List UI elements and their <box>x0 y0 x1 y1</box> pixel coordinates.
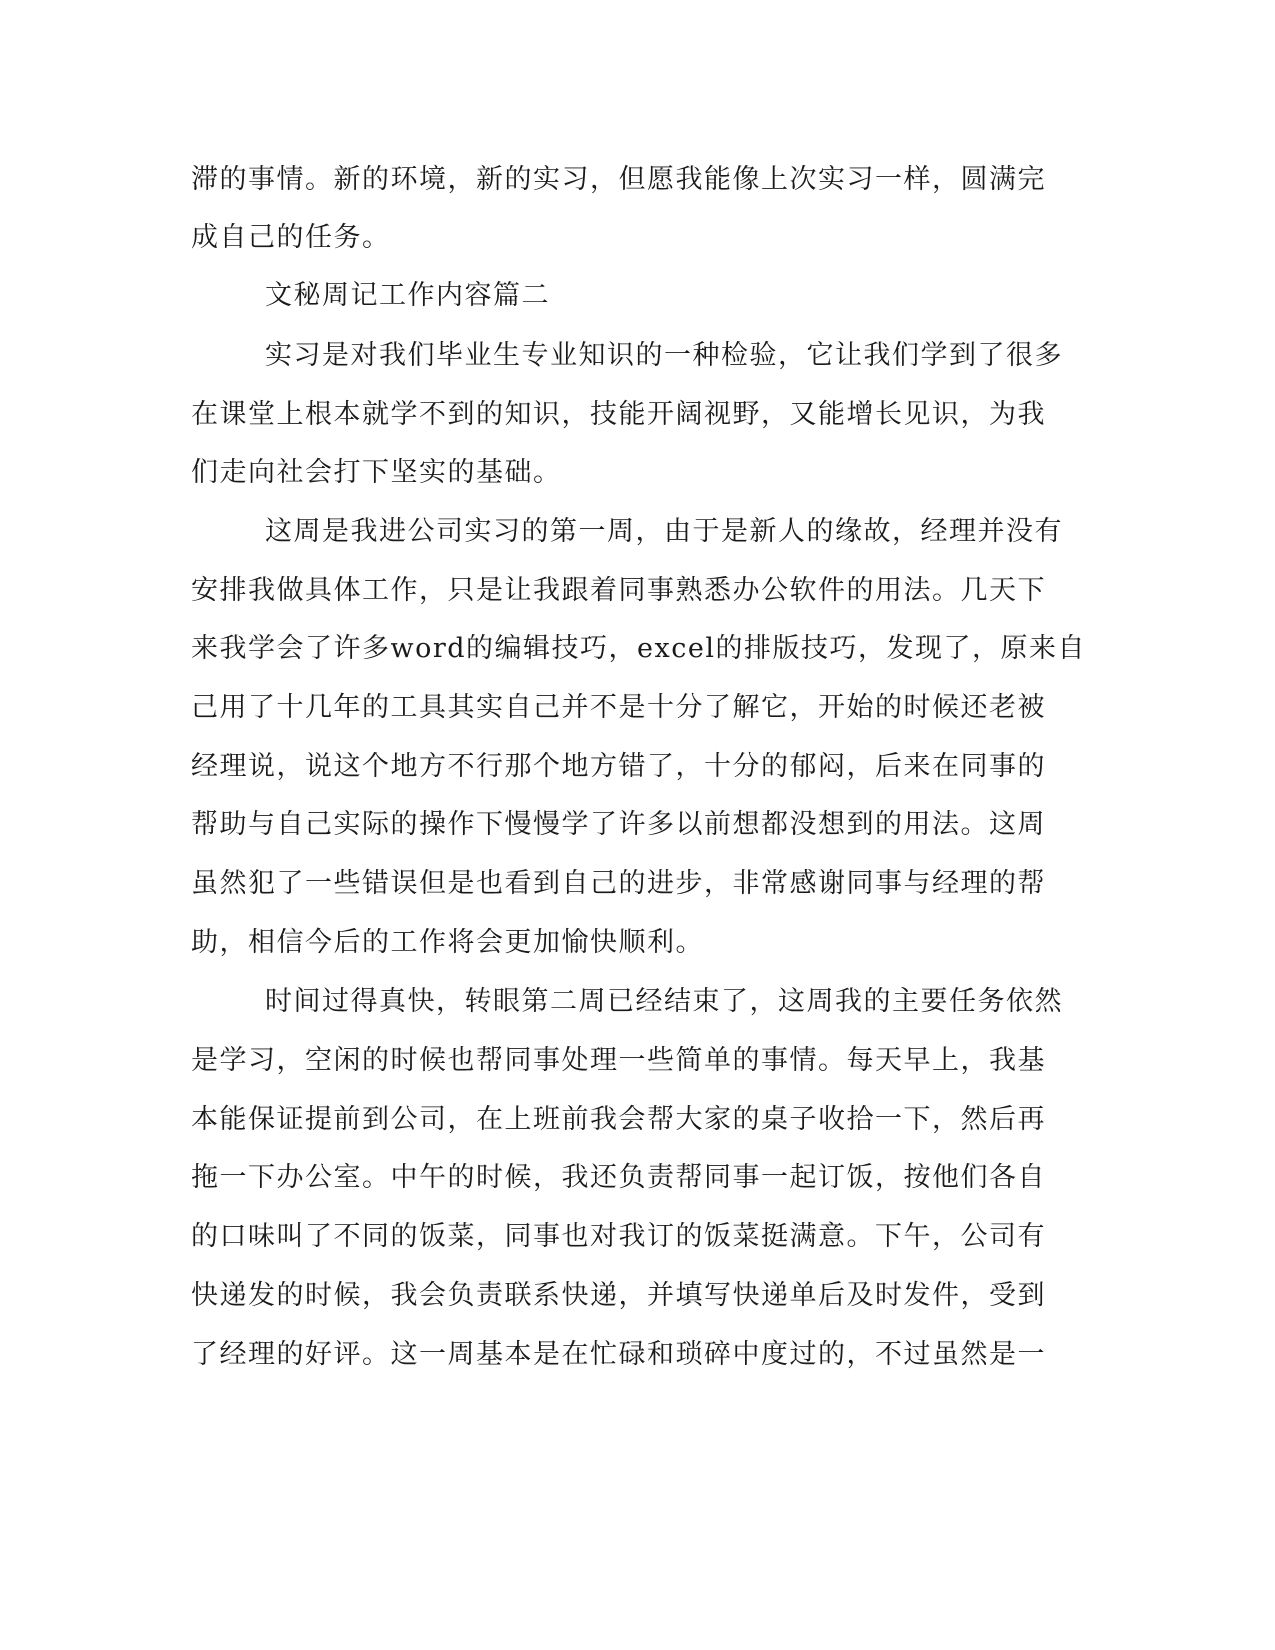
text-line: 这周是我进公司实习的第一周，由于是新人的缘故，经理并没有 <box>265 516 1063 547</box>
text-line: 来我学会了许多word的编辑技巧，excel的排版技巧，发现了，原来自 <box>191 633 1086 664</box>
text-line: 己用了十几年的工具其实自己并不是十分了解它，开始的时候还老被 <box>191 692 1046 723</box>
text-line: 经理说，说这个地方不行那个地方错了，十分的郁闷，后来在同事的 <box>191 751 1046 782</box>
text-line: 是学习，空闲的时候也帮同事处理一些简单的事情。每天早上，我基 <box>191 1045 1046 1076</box>
text-line: 助，相信今后的工作将会更加愉快顺利。 <box>191 927 704 958</box>
text-line: 的口味叫了不同的饭菜，同事也对我订的饭菜挺满意。下午，公司有 <box>191 1221 1046 1252</box>
text-line: 本能保证提前到公司，在上班前我会帮大家的桌子收拾一下，然后再 <box>191 1104 1046 1135</box>
text-line: 滞的事情。新的环境，新的实习，但愿我能像上次实习一样，圆满完 <box>191 164 1046 195</box>
text-line: 快递发的时候，我会负责联系快递，并填写快递单后及时发件，受到 <box>191 1280 1046 1311</box>
text-line: 安排我做具体工作，只是让我跟着同事熟悉办公软件的用法。几天下 <box>191 575 1046 606</box>
text-line: 时间过得真快，转眼第二周已经结束了，这周我的主要任务依然 <box>265 986 1063 1017</box>
text-line: 成自己的任务。 <box>191 222 391 253</box>
text-line: 们走向社会打下坚实的基础。 <box>191 457 562 488</box>
text-line: 虽然犯了一些错误但是也看到自己的进步，非常感谢同事与经理的帮 <box>191 868 1046 899</box>
text-line: 在课堂上根本就学不到的知识，技能开阔视野，又能增长见识，为我 <box>191 399 1046 430</box>
text-line: 实习是对我们毕业生专业知识的一种检验，它让我们学到了很多 <box>265 340 1063 371</box>
text-line: 拖一下办公室。中午的时候，我还负责帮同事一起订饭，按他们各自 <box>191 1162 1046 1193</box>
section-heading: 文秘周记工作内容篇二 <box>265 280 550 311</box>
text-line: 了经理的好评。这一周基本是在忙碌和琐碎中度过的，不过虽然是一 <box>191 1339 1046 1370</box>
text-line: 帮助与自己实际的操作下慢慢学了许多以前想都没想到的用法。这周 <box>191 809 1046 840</box>
